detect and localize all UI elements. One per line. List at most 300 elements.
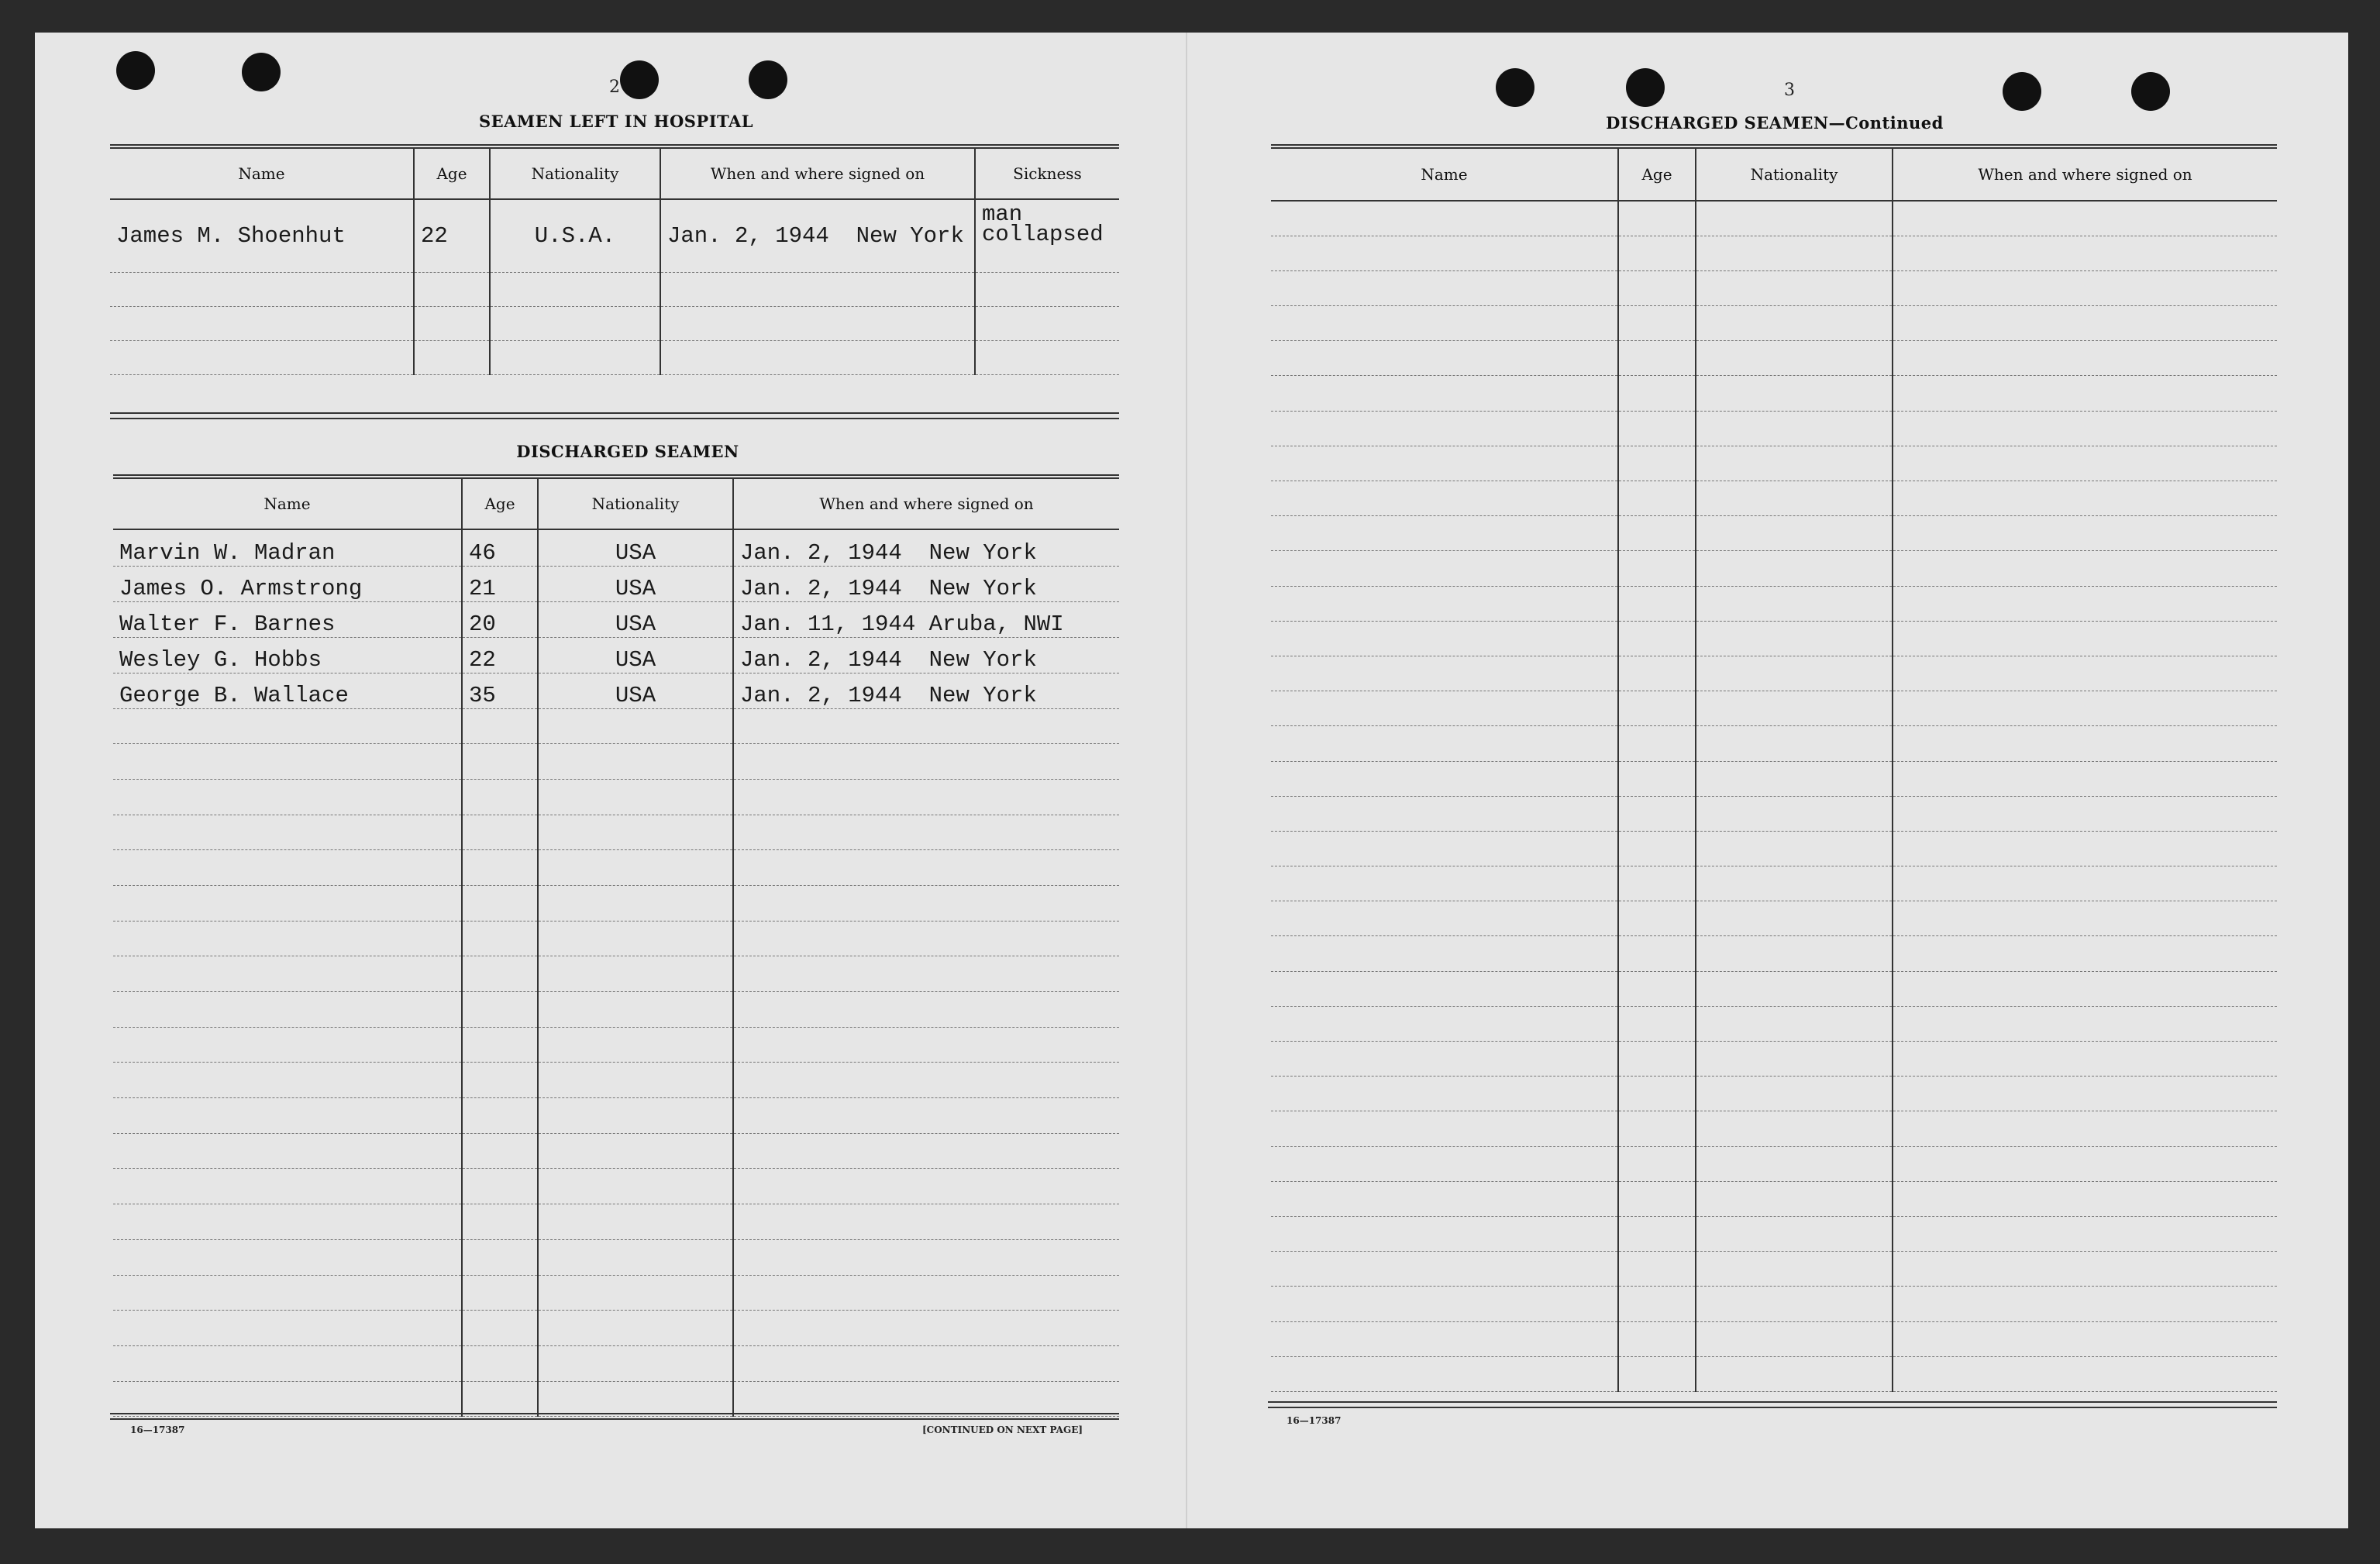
blank-cell	[1893, 411, 2277, 446]
blank-cell	[733, 815, 1119, 850]
blank-cell	[538, 850, 733, 886]
seaman-age: 35	[462, 673, 538, 708]
blank-cell	[462, 1239, 538, 1275]
blank-cell	[1271, 866, 1618, 901]
blank-cell	[1696, 656, 1893, 691]
table-row	[113, 637, 1119, 673]
blank-row	[1271, 551, 2277, 586]
blank-cell	[1893, 761, 2277, 796]
blank-cell	[1696, 306, 1893, 341]
blank-cell	[462, 815, 538, 850]
blank-cell	[1696, 516, 1893, 551]
blank-row	[1271, 866, 2277, 901]
blank-cell	[538, 708, 733, 744]
table-row	[113, 601, 1119, 637]
blank-row	[1271, 1042, 2277, 1077]
blank-row	[1271, 1181, 2277, 1216]
blank-cell	[1893, 1042, 2277, 1077]
blank-cell	[1271, 971, 1618, 1006]
blank-cell	[1271, 1216, 1618, 1251]
blank-cell	[1271, 1111, 1618, 1146]
blank-cell	[733, 850, 1119, 886]
blank-cell	[1271, 446, 1618, 481]
blank-cell	[1696, 1077, 1893, 1111]
blank-row	[1271, 901, 2277, 936]
punch-hole	[749, 60, 787, 99]
blank-cell	[1271, 1077, 1618, 1111]
blank-cell	[733, 1275, 1119, 1311]
seaman-age: 20	[462, 601, 538, 637]
blank-cell	[538, 1204, 733, 1240]
blank-cell	[1271, 586, 1618, 621]
blank-cell	[1893, 1146, 2277, 1181]
blank-cell	[1618, 236, 1696, 270]
blank-cell	[1618, 1287, 1696, 1321]
blank-cell	[1696, 691, 1893, 726]
blank-row	[1271, 761, 2277, 796]
blank-cell	[462, 1345, 538, 1381]
blank-cell	[1893, 306, 2277, 341]
seaman-signed-on: Jan. 2, 1944 New York	[660, 199, 975, 272]
blank-cell	[1271, 1006, 1618, 1041]
blank-row	[1271, 306, 2277, 341]
blank-row	[1271, 411, 2277, 446]
blank-cell	[1893, 1252, 2277, 1287]
blank-cell	[1893, 726, 2277, 761]
blank-row	[113, 1239, 1119, 1275]
blank-cell	[538, 921, 733, 956]
blank-cell	[462, 744, 538, 780]
blank-cell	[1271, 411, 1618, 446]
blank-cell	[538, 1345, 733, 1381]
blank-cell	[1696, 1146, 1893, 1181]
blank-cell	[1618, 1006, 1696, 1041]
blank-cell	[733, 708, 1119, 744]
blank-cell	[1618, 306, 1696, 341]
blank-cell	[1271, 936, 1618, 971]
right-section-title	[1271, 113, 2278, 133]
blank-row	[113, 708, 1119, 744]
blank-cell	[113, 1275, 462, 1311]
blank-row	[1271, 586, 2277, 621]
blank-cell	[1618, 1181, 1696, 1216]
left-page-number: 2	[609, 78, 620, 97]
blank-cell	[113, 1381, 462, 1417]
blank-row	[1271, 341, 2277, 376]
col-age-header: Age	[462, 477, 538, 529]
blank-row	[1271, 1287, 2277, 1321]
col-age-header: Age	[1618, 146, 1696, 201]
col-name-header: Name	[110, 146, 414, 199]
blank-row	[113, 1204, 1119, 1240]
blank-cell	[113, 1063, 462, 1098]
blank-cell	[1271, 551, 1618, 586]
blank-cell	[733, 885, 1119, 921]
blank-cell	[1271, 236, 1618, 270]
blank-cell	[1271, 376, 1618, 411]
blank-cell	[538, 1027, 733, 1063]
blank-row	[113, 1098, 1119, 1134]
blank-cell	[733, 921, 1119, 956]
blank-cell	[1271, 656, 1618, 691]
punch-hole	[2131, 72, 2170, 111]
blank-cell	[733, 956, 1119, 992]
blank-row	[1271, 481, 2277, 516]
blank-row	[113, 1311, 1119, 1346]
blank-cell	[113, 1239, 462, 1275]
blank-cell	[113, 1311, 462, 1346]
blank-cell	[733, 744, 1119, 780]
blank-row	[1271, 236, 2277, 270]
seaman-age: 22	[462, 637, 538, 673]
seaman-age: 21	[462, 566, 538, 601]
blank-cell	[1618, 691, 1696, 726]
blank-row	[113, 992, 1119, 1028]
blank-row	[1271, 1321, 2277, 1356]
blank-row	[113, 1063, 1119, 1098]
seaman-name: Walter F. Barnes	[113, 601, 462, 637]
blank-cell	[1893, 971, 2277, 1006]
blank-cell	[1696, 341, 1893, 376]
table-row	[113, 566, 1119, 601]
blank-cell	[1618, 270, 1696, 305]
blank-cell	[1696, 411, 1893, 446]
col-nationality-header: Nationality	[490, 146, 660, 199]
blank-cell	[1696, 866, 1893, 901]
blank-cell	[1618, 481, 1696, 516]
seaman-nationality: USA	[538, 566, 733, 601]
blank-cell	[1271, 1146, 1618, 1181]
blank-cell	[538, 1239, 733, 1275]
blank-cell	[1893, 1181, 2277, 1216]
hospital-section-title: SEAMEN LEFT IN HOSPITAL	[478, 112, 754, 131]
blank-cell	[113, 1345, 462, 1381]
blank-cell	[1618, 1216, 1696, 1251]
blank-cell	[462, 1381, 538, 1417]
blank-cell	[462, 1275, 538, 1311]
blank-cell	[538, 885, 733, 921]
blank-cell	[1618, 1252, 1696, 1287]
blank-cell	[113, 1169, 462, 1204]
blank-row	[1271, 1077, 2277, 1111]
blank-cell	[733, 1345, 1119, 1381]
blank-cell	[733, 1311, 1119, 1346]
blank-cell	[1696, 1111, 1893, 1146]
blank-cell	[1618, 446, 1696, 481]
blank-cell	[1618, 341, 1696, 376]
blank-cell	[1696, 796, 1893, 831]
blank-cell	[1696, 201, 1893, 236]
blank-cell	[1271, 1042, 1618, 1077]
blank-cell	[733, 1098, 1119, 1134]
blank-cell	[113, 708, 462, 744]
blank-cell	[1618, 201, 1696, 236]
blank-cell	[462, 779, 538, 815]
blank-cell	[538, 815, 733, 850]
blank-cell	[538, 992, 733, 1028]
punch-hole	[116, 51, 155, 90]
blank-row	[1271, 691, 2277, 726]
blank-cell	[733, 1169, 1119, 1204]
blank-cell	[733, 1381, 1119, 1417]
blank-row	[1271, 971, 2277, 1006]
blank-cell	[1893, 1006, 2277, 1041]
punch-hole	[2003, 72, 2041, 111]
blank-row	[1271, 1356, 2277, 1391]
blank-cell	[538, 1275, 733, 1311]
blank-row	[113, 779, 1119, 815]
form-number: 16—17387	[1286, 1415, 1342, 1426]
blank-cell	[462, 885, 538, 921]
blank-cell	[1893, 236, 2277, 270]
discharged-table	[113, 474, 1119, 1417]
blank-cell	[462, 1063, 538, 1098]
blank-cell	[462, 1098, 538, 1134]
sickness-line-2: collapsed	[982, 222, 1104, 247]
blank-cell	[1271, 1287, 1618, 1321]
blank-row	[1271, 270, 2277, 305]
blank-row	[1271, 936, 2277, 971]
blank-cell	[462, 850, 538, 886]
blank-cell	[538, 1169, 733, 1204]
blank-cell	[538, 1381, 733, 1417]
blank-cell	[1893, 1111, 2277, 1146]
blank-cell	[1618, 796, 1696, 831]
blank-cell	[538, 1311, 733, 1346]
seaman-age: 46	[462, 529, 538, 566]
blank-cell	[1893, 621, 2277, 656]
punch-hole	[1626, 68, 1665, 107]
blank-cell	[1696, 236, 1893, 270]
seaman-nationality: USA	[538, 601, 733, 637]
blank-row	[1271, 446, 2277, 481]
page-fold	[1186, 33, 1187, 1528]
blank-cell	[1893, 1356, 2277, 1391]
blank-cell	[1271, 1252, 1618, 1287]
blank-row	[113, 921, 1119, 956]
blank-cell	[1893, 866, 2277, 901]
punch-hole	[1496, 68, 1534, 107]
blank-cell	[1893, 270, 2277, 305]
blank-cell	[462, 1027, 538, 1063]
right-page-number: 3	[1784, 81, 1795, 100]
blank-row	[113, 850, 1119, 886]
blank-cell	[1271, 1321, 1618, 1356]
blank-cell	[113, 779, 462, 815]
blank-cell	[1271, 201, 1618, 236]
blank-cell	[1893, 691, 2277, 726]
blank-cell	[113, 1133, 462, 1169]
seaman-nationality: U.S.A.	[490, 199, 660, 272]
blank-row	[1271, 621, 2277, 656]
blank-cell	[1893, 446, 2277, 481]
blank-cell	[538, 1133, 733, 1169]
blank-cell	[1696, 971, 1893, 1006]
blank-cell	[1893, 201, 2277, 236]
blank-cell	[1271, 1181, 1618, 1216]
blank-cell	[113, 1204, 462, 1240]
right-section-title-suffix: —Continued	[1828, 113, 1944, 133]
blank-cell	[733, 1133, 1119, 1169]
seaman-name: George B. Wallace	[113, 673, 462, 708]
blank-row	[1271, 1006, 2277, 1041]
col-age-header: Age	[414, 146, 490, 199]
blank-row	[1271, 1216, 2277, 1251]
blank-row	[113, 956, 1119, 992]
blank-cell	[1618, 726, 1696, 761]
blank-cell	[538, 1098, 733, 1134]
discharged-section-title: DISCHARGED SEAMEN	[516, 442, 739, 461]
seaman-signed-on: Jan. 2, 1944 New York	[733, 637, 1119, 673]
blank-cell	[1271, 796, 1618, 831]
blank-cell	[1618, 621, 1696, 656]
blank-cell	[1696, 551, 1893, 586]
blank-row	[113, 885, 1119, 921]
col-nationality-header: Nationality	[1696, 146, 1893, 201]
seaman-age: 22	[414, 199, 490, 272]
blank-cell	[113, 992, 462, 1028]
blank-cell	[1618, 1321, 1696, 1356]
blank-cell	[1696, 726, 1893, 761]
blank-cell	[1893, 516, 2277, 551]
form-number: 16—17387	[130, 1424, 185, 1435]
blank-cell	[1893, 1216, 2277, 1251]
blank-row	[113, 1275, 1119, 1311]
blank-cell	[1271, 691, 1618, 726]
blank-cell	[1696, 761, 1893, 796]
blank-cell	[1893, 936, 2277, 971]
blank-cell	[1618, 656, 1696, 691]
blank-cell	[462, 1311, 538, 1346]
blank-cell	[538, 744, 733, 780]
seaman-name: James O. Armstrong	[113, 566, 462, 601]
blank-cell	[733, 1239, 1119, 1275]
blank-cell	[1271, 901, 1618, 936]
blank-cell	[1893, 1077, 2277, 1111]
blank-cell	[1696, 586, 1893, 621]
blank-cell	[1696, 270, 1893, 305]
blank-cell	[113, 956, 462, 992]
blank-cell	[462, 1133, 538, 1169]
blank-cell	[1893, 831, 2277, 866]
blank-cell	[733, 1027, 1119, 1063]
blank-cell	[1618, 586, 1696, 621]
blank-cell	[733, 1063, 1119, 1098]
seaman-name: James M. Shoenhut	[110, 199, 414, 272]
blank-row	[113, 1133, 1119, 1169]
right-table-bottom-rule	[1268, 1401, 2277, 1408]
blank-cell	[1696, 1006, 1893, 1041]
seaman-signed-on: Jan. 2, 1944 New York	[733, 529, 1119, 566]
discharged-continued-table	[1271, 144, 2277, 1392]
table-row	[113, 673, 1119, 708]
col-signed-on-header: When and where signed on	[1893, 146, 2277, 201]
blank-cell	[1618, 516, 1696, 551]
discharged-table-bottom-rule	[110, 1413, 1119, 1420]
blank-cell	[1893, 656, 2277, 691]
blank-cell	[1696, 621, 1893, 656]
blank-cell	[1618, 971, 1696, 1006]
blank-cell	[1696, 1356, 1893, 1391]
blank-row	[1271, 1252, 2277, 1287]
blank-cell	[1618, 831, 1696, 866]
blank-cell	[1618, 1356, 1696, 1391]
blank-cell	[1618, 901, 1696, 936]
blank-cell	[462, 921, 538, 956]
blank-cell	[1893, 376, 2277, 411]
blank-row	[1271, 796, 2277, 831]
blank-cell	[462, 708, 538, 744]
seaman-nationality: USA	[538, 529, 733, 566]
seaman-sickness	[975, 199, 1119, 272]
blank-cell	[1618, 411, 1696, 446]
col-name-header: Name	[113, 477, 462, 529]
blank-cell	[1271, 306, 1618, 341]
blank-cell	[1271, 726, 1618, 761]
col-nationality-header: Nationality	[538, 477, 733, 529]
blank-cell	[1893, 341, 2277, 376]
blank-row	[113, 815, 1119, 850]
blank-cell	[113, 850, 462, 886]
blank-cell	[733, 779, 1119, 815]
punch-hole	[620, 60, 659, 99]
blank-cell	[1696, 1252, 1893, 1287]
blank-cell	[1618, 1111, 1696, 1146]
blank-cell	[1696, 1216, 1893, 1251]
right-section-title-main: DISCHARGED SEAMEN	[1606, 113, 1829, 133]
blank-row	[1271, 1146, 2277, 1181]
blank-cell	[113, 1027, 462, 1063]
blank-cell	[113, 885, 462, 921]
blank-cell	[1271, 481, 1618, 516]
blank-cell	[462, 1204, 538, 1240]
blank-cell	[1893, 481, 2277, 516]
blank-row	[1271, 376, 2277, 411]
blank-cell	[1618, 1146, 1696, 1181]
blank-row	[1271, 201, 2277, 236]
blank-cell	[462, 1169, 538, 1204]
blank-row	[113, 1345, 1119, 1381]
blank-cell	[462, 956, 538, 992]
punch-hole	[242, 53, 281, 91]
sickness-line-1: man	[982, 202, 1023, 227]
blank-cell	[113, 744, 462, 780]
blank-row	[1271, 516, 2277, 551]
blank-cell	[1618, 761, 1696, 796]
blank-cell	[1696, 936, 1893, 971]
blank-cell	[1271, 831, 1618, 866]
blank-row	[113, 744, 1119, 780]
blank-cell	[1893, 586, 2277, 621]
table-row	[113, 529, 1119, 566]
col-name-header: Name	[1271, 146, 1618, 201]
hospital-table-bottom-rule	[110, 412, 1119, 419]
blank-row	[113, 1027, 1119, 1063]
blank-cell	[113, 1098, 462, 1134]
seaman-nationality: USA	[538, 637, 733, 673]
blank-row	[1271, 726, 2277, 761]
blank-cell	[1271, 621, 1618, 656]
table-row	[110, 199, 1119, 272]
blank-cell	[1618, 866, 1696, 901]
seaman-signed-on: Jan. 2, 1944 New York	[733, 566, 1119, 601]
blank-cell	[1696, 1287, 1893, 1321]
blank-cell	[1618, 936, 1696, 971]
col-signed-on-header: When and where signed on	[660, 146, 975, 199]
seaman-signed-on: Jan. 11, 1944 Aruba, NWI	[733, 601, 1119, 637]
blank-cell	[1696, 481, 1893, 516]
blank-cell	[1696, 376, 1893, 411]
